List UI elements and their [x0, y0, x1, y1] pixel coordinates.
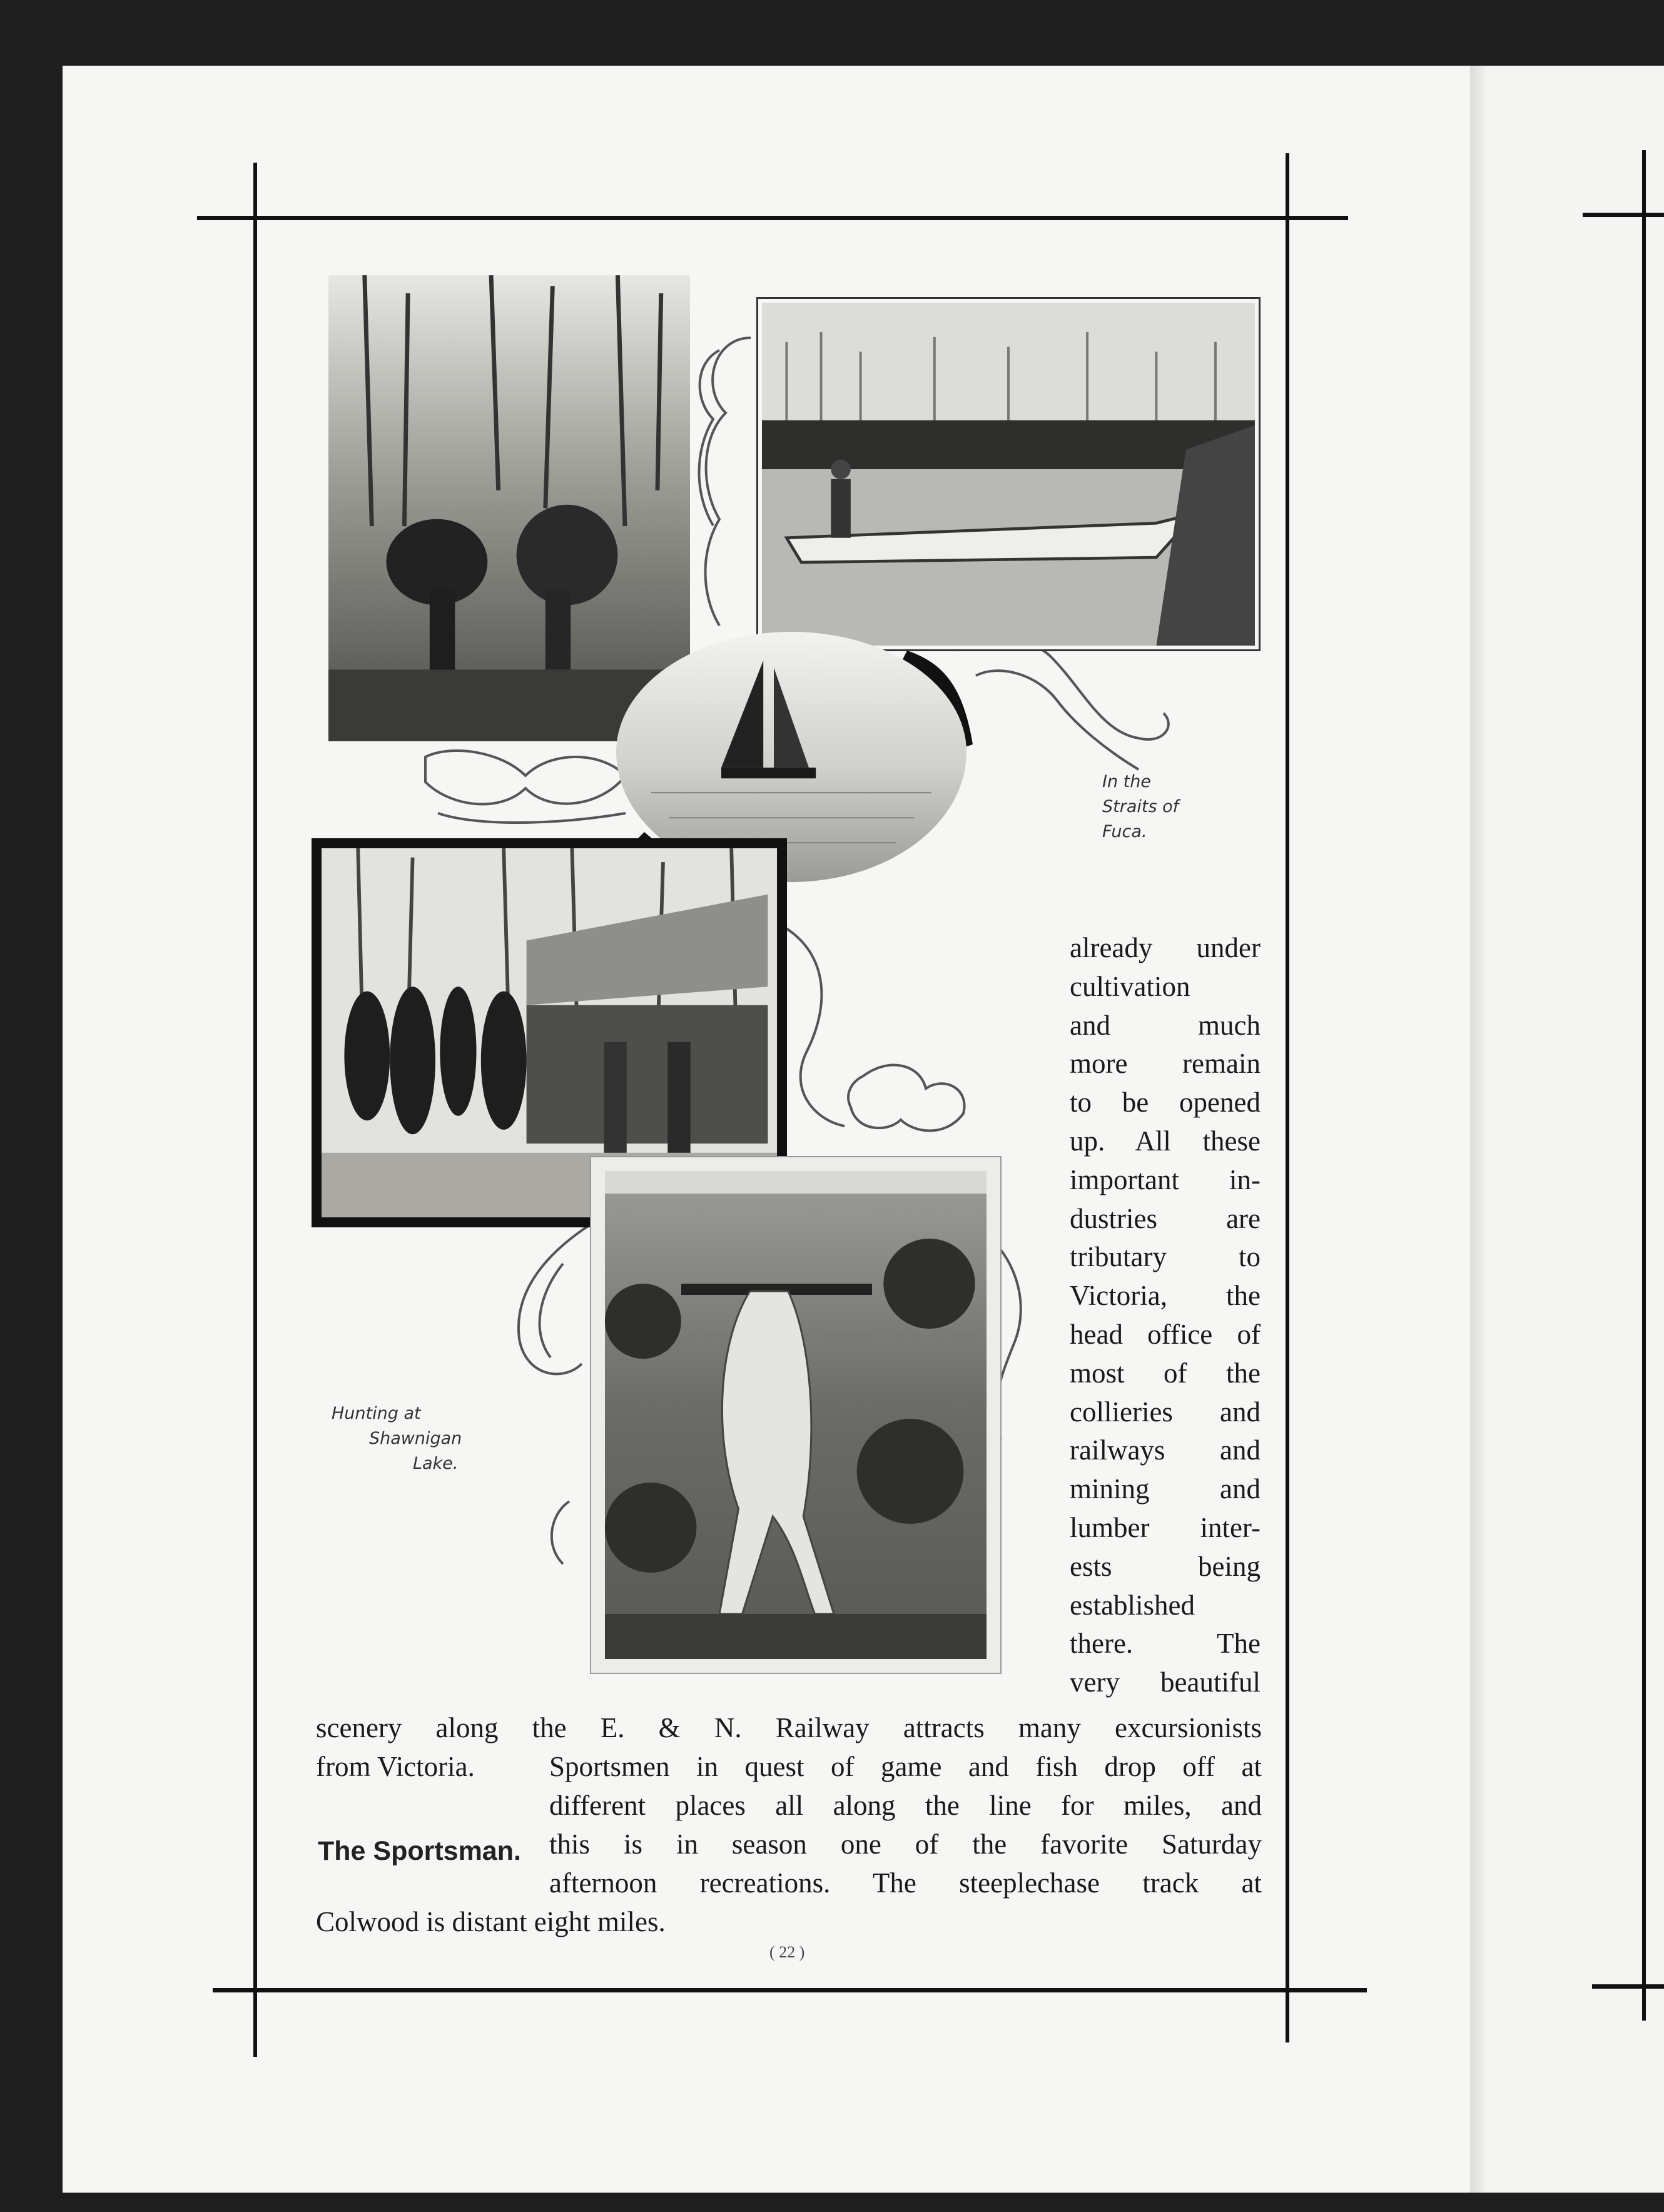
column-line: lumber inter- [1070, 1511, 1261, 1543]
photo-hanging-deer [591, 1157, 1000, 1673]
body-line: from Victoria. [316, 1751, 475, 1782]
column-line: to be opened [1070, 1087, 1261, 1119]
column-line: cultivation [1070, 970, 1190, 1002]
column-line: up. All these [1070, 1125, 1261, 1157]
column-line: ests being [1070, 1550, 1261, 1582]
body-line: different places all along the line for miles, and [549, 1790, 1262, 1821]
body-line: afternoon recreations. The steeplechase track at [549, 1867, 1262, 1899]
facing-top-rule [1583, 213, 1664, 217]
facing-page [1486, 66, 1664, 2193]
column-line: and much [1070, 1009, 1261, 1041]
section-heading: The Sportsman. [318, 1836, 521, 1866]
photo-hunters-forest [328, 275, 690, 741]
column-line: collieries and [1070, 1396, 1261, 1428]
text-column [1070, 929, 1261, 1702]
column-line: most of the [1070, 1357, 1261, 1389]
page-number: ( 22 ) [769, 1943, 805, 1961]
caption-hunting-shawnigan [332, 1401, 462, 1476]
facing-bottom-rule [1592, 1984, 1664, 1989]
column-line: established [1070, 1589, 1195, 1621]
column-line: very beautiful [1070, 1667, 1261, 1698]
column-line: there. The [1070, 1628, 1261, 1660]
facing-left-rule [1642, 150, 1646, 2021]
column-line: tributary to [1070, 1241, 1261, 1273]
body-line: scenery along the E. & N. Railway attracts many excursionists [316, 1712, 1262, 1743]
caption-line: Shawnigan [369, 1429, 462, 1448]
column-line: dustries are [1070, 1202, 1261, 1234]
top-rule [197, 216, 1348, 220]
column-line: railways and [1070, 1434, 1261, 1466]
column-line: mining and [1070, 1473, 1261, 1505]
column-line: head office of [1070, 1318, 1261, 1350]
page-gutter [1470, 66, 1486, 2193]
body-line: Colwood is distant eight miles. [316, 1906, 666, 1937]
caption-straits-of-fuca: In the Straits of Fuca. [1102, 772, 1179, 841]
column-line: already under [1070, 932, 1261, 963]
caption-line: Lake. [413, 1454, 459, 1473]
column-line: important in- [1070, 1164, 1261, 1195]
body-line: Sportsmen in quest of game and fish drop off at [549, 1751, 1262, 1782]
bottom-rule [213, 1988, 1367, 1992]
column-line: Victoria, the [1070, 1280, 1261, 1312]
right-rule [1286, 153, 1289, 2042]
body-line: this is in season one of the favorite Saturday [549, 1829, 1262, 1860]
photo-canoe-lake [758, 299, 1259, 649]
left-rule [253, 163, 257, 2057]
caption-line: Hunting at [332, 1404, 421, 1423]
column-line: more remain [1070, 1048, 1261, 1080]
